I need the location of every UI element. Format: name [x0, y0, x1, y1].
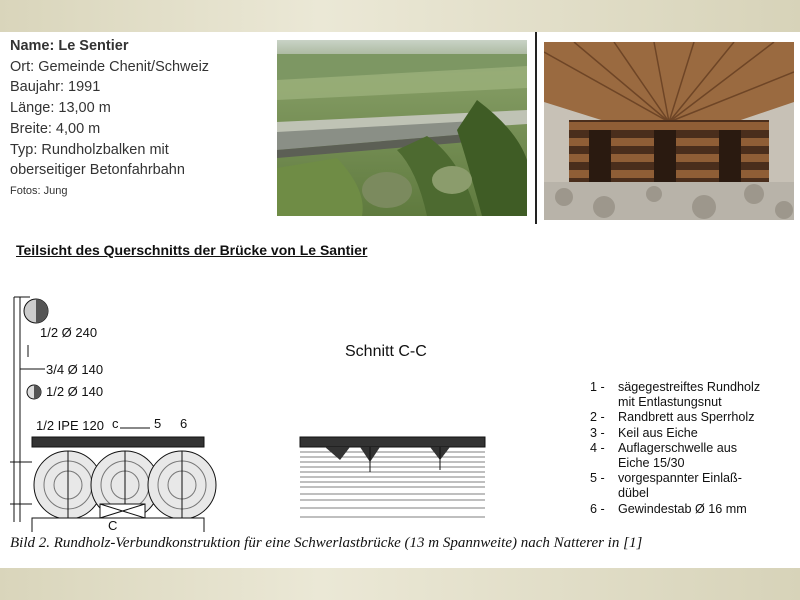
- bridge-length: Länge: 13,00 m: [10, 100, 111, 117]
- guardrail-log-large: [24, 299, 48, 323]
- top-border-band: [0, 0, 800, 32]
- bridge-width: Breite: 4,00 m: [10, 120, 101, 137]
- bridge-type-line2: oberseitiger Betonfahrbahn: [10, 162, 185, 179]
- bridge-info-block: [10, 36, 272, 200]
- label-d140b: 1/2 Ø 140: [46, 384, 104, 399]
- legend-row: dübel: [618, 486, 649, 501]
- guardrail-log-mid: [27, 385, 41, 399]
- label-5: 5: [154, 416, 162, 431]
- bridge-underside-photo: [544, 42, 794, 220]
- support-sill: [32, 518, 204, 532]
- legend-row: 3 - Keil aus Eiche: [590, 425, 698, 440]
- concrete-deck: [32, 437, 204, 447]
- bridge-name: Name: Le Sentier: [10, 38, 129, 54]
- legend: [590, 380, 790, 517]
- legend-row: 1 - sägegestreiftes Rundholz: [590, 380, 761, 394]
- label-d140a: 3/4 Ø 140: [46, 362, 104, 377]
- section-cc-drawing: [300, 437, 485, 517]
- bridge-year: Baujahr: 1991: [10, 79, 101, 96]
- photo-credit: Fotos: Jung: [10, 184, 68, 197]
- legend-row: 6 - Gewindestab Ø 16 mm: [590, 501, 747, 516]
- legend-row: mit Entlastungsnut: [618, 395, 722, 410]
- cross-section-drawing: [0, 282, 500, 532]
- photo-separator: [535, 32, 537, 224]
- label-c-top: c: [112, 416, 119, 431]
- legend-row: Eiche 15/30: [618, 456, 685, 471]
- bottom-border-band: [0, 568, 800, 600]
- label-c-bottom: C: [108, 518, 118, 532]
- document-page: [0, 32, 800, 568]
- legend-row: 4 - Auflagerschwelle aus: [590, 440, 738, 455]
- legend-row: 5 - vorgespannter Einlaß-: [590, 471, 742, 486]
- label-d240: 1/2 Ø 240: [40, 325, 98, 340]
- legend-row: 2 - Randbrett aus Sperrholz: [590, 410, 755, 425]
- bridge-landscape-photo: [277, 40, 527, 216]
- label-6: 6: [180, 416, 188, 431]
- section-title: Teilsicht des Querschnitts der Brücke von Le Santier: [16, 242, 368, 258]
- bridge-location: Ort: Gemeinde Chenit/Schweiz: [10, 58, 210, 75]
- section-cc-label: Schnitt C-C: [345, 343, 427, 360]
- bridge-type-line1: Typ: Rundholzbalken mit: [10, 141, 169, 158]
- label-ipe: 1/2 IPE 120: [36, 418, 104, 433]
- figure-caption: Bild 2. Rundholz-Verbundkonstruktion für eine Schwerlastbrücke (13 m Spannweite) nach Natterer in [1]: [10, 535, 643, 551]
